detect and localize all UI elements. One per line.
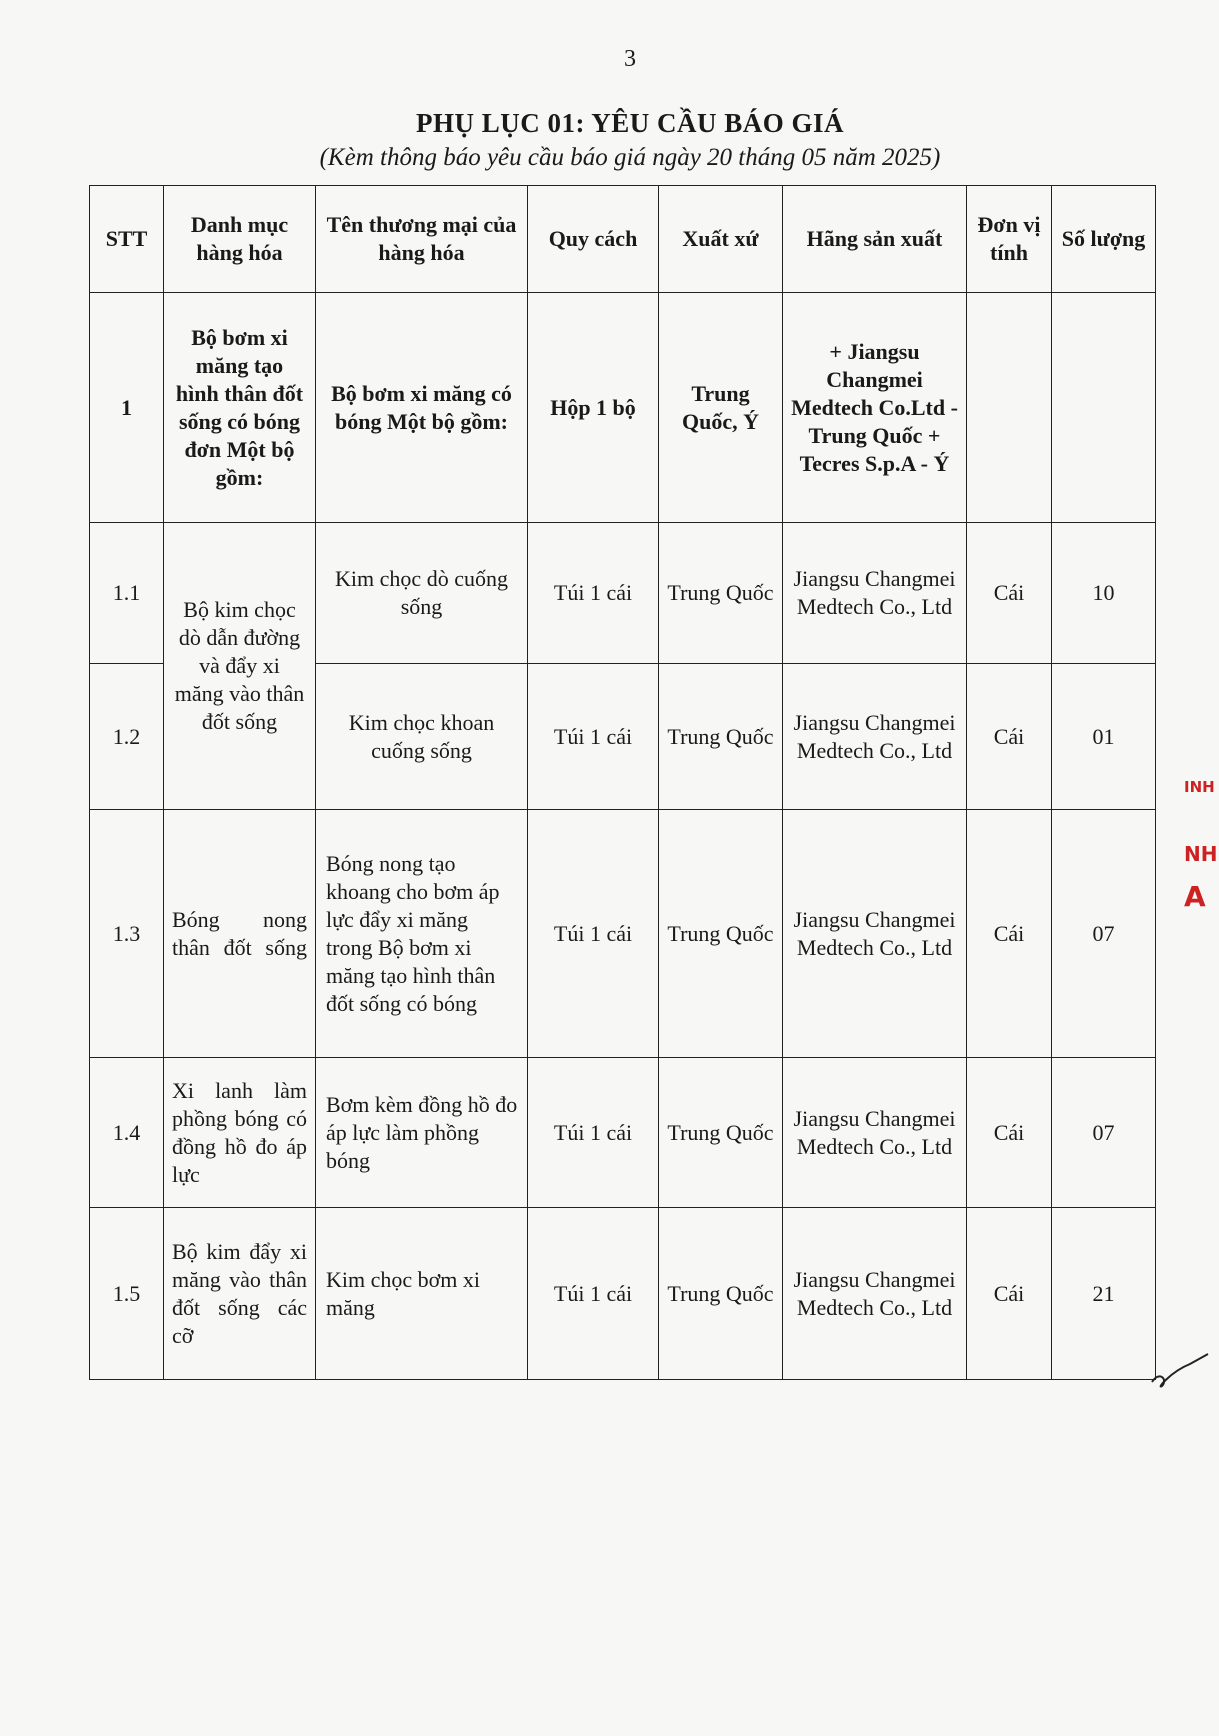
cell-quantity: 21 <box>1052 1208 1156 1380</box>
cell-spec: Hộp 1 bộ <box>528 293 659 523</box>
cell-trade-name: Bóng nong tạo khoang cho bơm áp lực đẩy xi măng trong Bộ bơm xi măng tạo hình thân đốt sống có bóng <box>316 810 528 1058</box>
cell-unit: Cái <box>967 1058 1052 1208</box>
cell-manufacturer: Jiangsu Changmei Medtech Co., Ltd <box>783 523 967 664</box>
cell-manufacturer: Jiangsu Changmei Medtech Co., Ltd <box>783 1208 967 1380</box>
cell-stt: 1.1 <box>90 523 164 664</box>
cell-stt: 1.5 <box>90 1208 164 1380</box>
cell-category: Bộ kim đẩy xi măng vào thân đốt sống các cỡ <box>164 1208 316 1380</box>
cell-quantity: 10 <box>1052 523 1156 664</box>
cell-origin: Trung Quốc <box>659 810 783 1058</box>
red-stamp-fragment <box>1178 770 1219 960</box>
cell-unit: Cái <box>967 1208 1052 1380</box>
stamp-text: A <box>1184 880 1206 913</box>
header-quantity: Số lượng <box>1052 186 1156 293</box>
cell-stt: 1.3 <box>90 810 164 1058</box>
table-row <box>90 1058 1156 1208</box>
cell-trade-name: Bơm kèm đồng hồ đo áp lực làm phồng bóng <box>316 1058 528 1208</box>
cell-quantity: 07 <box>1052 1058 1156 1208</box>
cell-origin: Trung Quốc, Ý <box>659 293 783 523</box>
cell-trade-name: Bộ bơm xi măng có bóng Một bộ gồm: <box>316 293 528 523</box>
cell-quantity <box>1052 293 1156 523</box>
cell-category: Bộ bơm xi măng tạo hình thân đốt sống có bóng đơn Một bộ gồm: <box>164 293 316 523</box>
cell-spec: Túi 1 cái <box>528 810 659 1058</box>
signature-mark-icon <box>1150 1350 1210 1390</box>
cell-category: Xi lanh làm phồng bóng có đồng hồ đo áp lực <box>164 1058 316 1208</box>
header-manufacturer: Hãng sản xuất <box>783 186 967 293</box>
cell-unit: Cái <box>967 523 1052 664</box>
cell-spec: Túi 1 cái <box>528 1208 659 1380</box>
header-category: Danh mục hàng hóa <box>164 186 316 293</box>
cell-category: Bộ kim chọc dò dẫn đường và đẩy xi măng vào thân đốt sống <box>164 523 316 810</box>
cell-trade-name: Kim chọc khoan cuống sống <box>316 664 528 810</box>
header-origin: Xuất xứ <box>659 186 783 293</box>
header-unit: Đơn vị tính <box>967 186 1052 293</box>
cell-quantity: 07 <box>1052 810 1156 1058</box>
header-trade-name: Tên thương mại của hàng hóa <box>316 186 528 293</box>
cell-origin: Trung Quốc <box>659 523 783 664</box>
cell-origin: Trung Quốc <box>659 664 783 810</box>
cell-unit: Cái <box>967 664 1052 810</box>
cell-quantity: 01 <box>1052 664 1156 810</box>
document-title: PHỤ LỤC 01: YÊU CẦU BÁO GIÁ <box>415 108 844 138</box>
cell-stt: 1 <box>90 293 164 523</box>
cell-origin: Trung Quốc <box>659 1058 783 1208</box>
cell-manufacturer: Jiangsu Changmei Medtech Co., Ltd <box>783 664 967 810</box>
cell-spec: Túi 1 cái <box>528 1058 659 1208</box>
stamp-text: NH <box>1184 842 1218 866</box>
cell-origin: Trung Quốc <box>659 1208 783 1380</box>
cell-stt: 1.4 <box>90 1058 164 1208</box>
cell-trade-name: Kim chọc dò cuống sống <box>316 523 528 664</box>
cell-manufacturer: Jiangsu Changmei Medtech Co., Ltd <box>783 1058 967 1208</box>
header-stt: STT <box>90 186 164 293</box>
table-header-row <box>90 186 1156 293</box>
cell-unit <box>967 293 1052 523</box>
stamp-text: INH <box>1184 778 1215 796</box>
cell-unit: Cái <box>967 810 1052 1058</box>
cell-spec: Túi 1 cái <box>528 523 659 664</box>
page-number: 3 <box>624 46 636 72</box>
cell-spec: Túi 1 cái <box>528 664 659 810</box>
quotation-table <box>89 185 1156 1380</box>
cell-trade-name: Kim chọc bơm xi măng <box>316 1208 528 1380</box>
document-subtitle: (Kèm thông báo yêu cầu báo giá ngày 20 tháng 05 năm 2025) <box>319 144 941 171</box>
table-row <box>90 810 1156 1058</box>
cell-stt: 1.2 <box>90 664 164 810</box>
header-spec: Quy cách <box>528 186 659 293</box>
table-row <box>90 523 1156 664</box>
table-row <box>90 293 1156 523</box>
cell-manufacturer: Jiangsu Changmei Medtech Co., Ltd <box>783 810 967 1058</box>
cell-manufacturer: + Jiangsu Changmei Medtech Co.Ltd - Trung Quốc + Tecres S.p.A - Ý <box>783 293 967 523</box>
table-row <box>90 1208 1156 1380</box>
cell-category: Bóng nong thân đốt sống <box>164 810 316 1058</box>
